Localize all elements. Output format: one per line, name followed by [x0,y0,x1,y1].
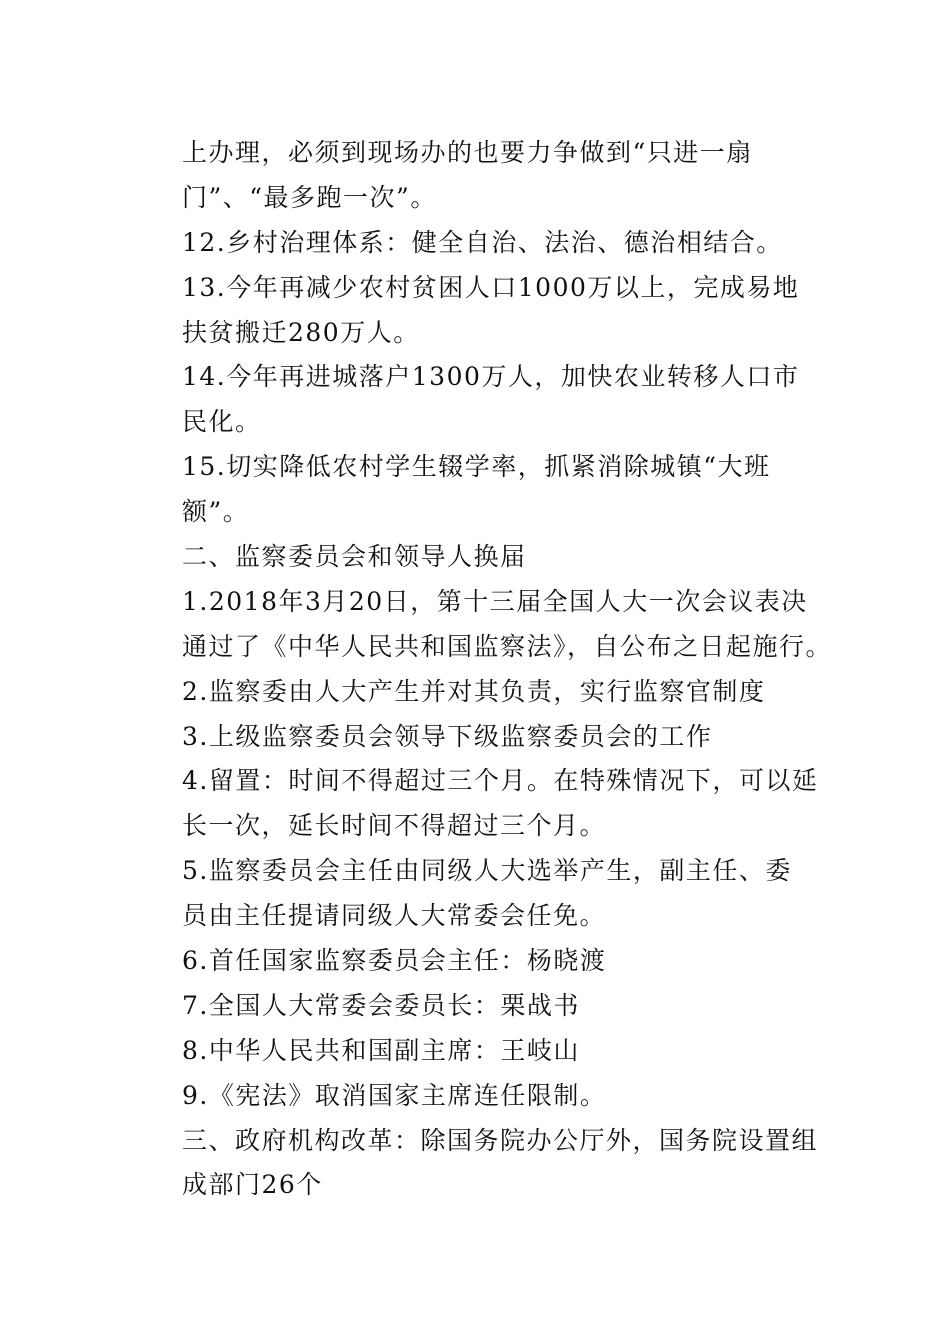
list-item-3: 3.上级监察委员会领导下级监察委员会的工作 [182,721,713,751]
text-line: 长一次，延长时间不得超过三个月。 [182,811,607,841]
text-line: 民化。 [182,407,262,437]
list-item-13: 13.今年再减少农村贫困人口1000万以上，完成易地 [182,272,800,302]
text-line: 门”、“最多跑一次”。 [182,182,437,212]
list-item-12: 12.乡村治理体系：健全自治、法治、德治相结合。 [182,227,783,257]
list-item-7: 7.全国人大常委会委员长：栗战书 [182,990,580,1020]
document-body [182,131,833,1208]
text-line: 通过了《中华人民共和国监察法》，自公布之日起施行。 [182,631,833,661]
list-item-4: 4.留置：时间不得超过三个月。在特殊情况下，可以延 [182,766,819,796]
list-item-5: 5.监察委员会主任由同级人大选举产生，副主任、委 [182,856,792,886]
text-line: 额”。 [182,497,250,527]
text-line: 员由主任提请同级人大常委会任免。 [182,901,607,931]
text-line: 上办理，必须到现场办的也要力争做到“只进一扇 [182,138,753,167]
list-item-1: 1.2018年3月20日，第十三届全国人大一次会议表决 [182,586,808,616]
list-item-8: 8.中华人民共和国副主席：王岐山 [182,1035,580,1065]
list-item-15: 15.切实降低农村学生辍学率，抓紧消除城镇“大班 [182,452,771,482]
section-heading-3: 三、政府机构改革：除国务院办公厅外，国务院设置组 [182,1125,819,1155]
text-line: 成部门26个 [182,1170,323,1200]
list-item-9: 9.《宪法》取消国家主席连任限制。 [182,1080,607,1110]
section-heading-2: 二、监察委员会和领导人换届 [182,542,527,572]
text-line: 扶贫搬迁280万人。 [182,317,420,347]
list-item-2: 2.监察委由人大产生并对其负责，实行监察官制度 [182,676,766,706]
list-item-6: 6.首任国家监察委员会主任：杨晓渡 [182,946,607,976]
list-item-14: 14.今年再进城落户1300万人，加快农业转移人口市 [182,362,800,392]
